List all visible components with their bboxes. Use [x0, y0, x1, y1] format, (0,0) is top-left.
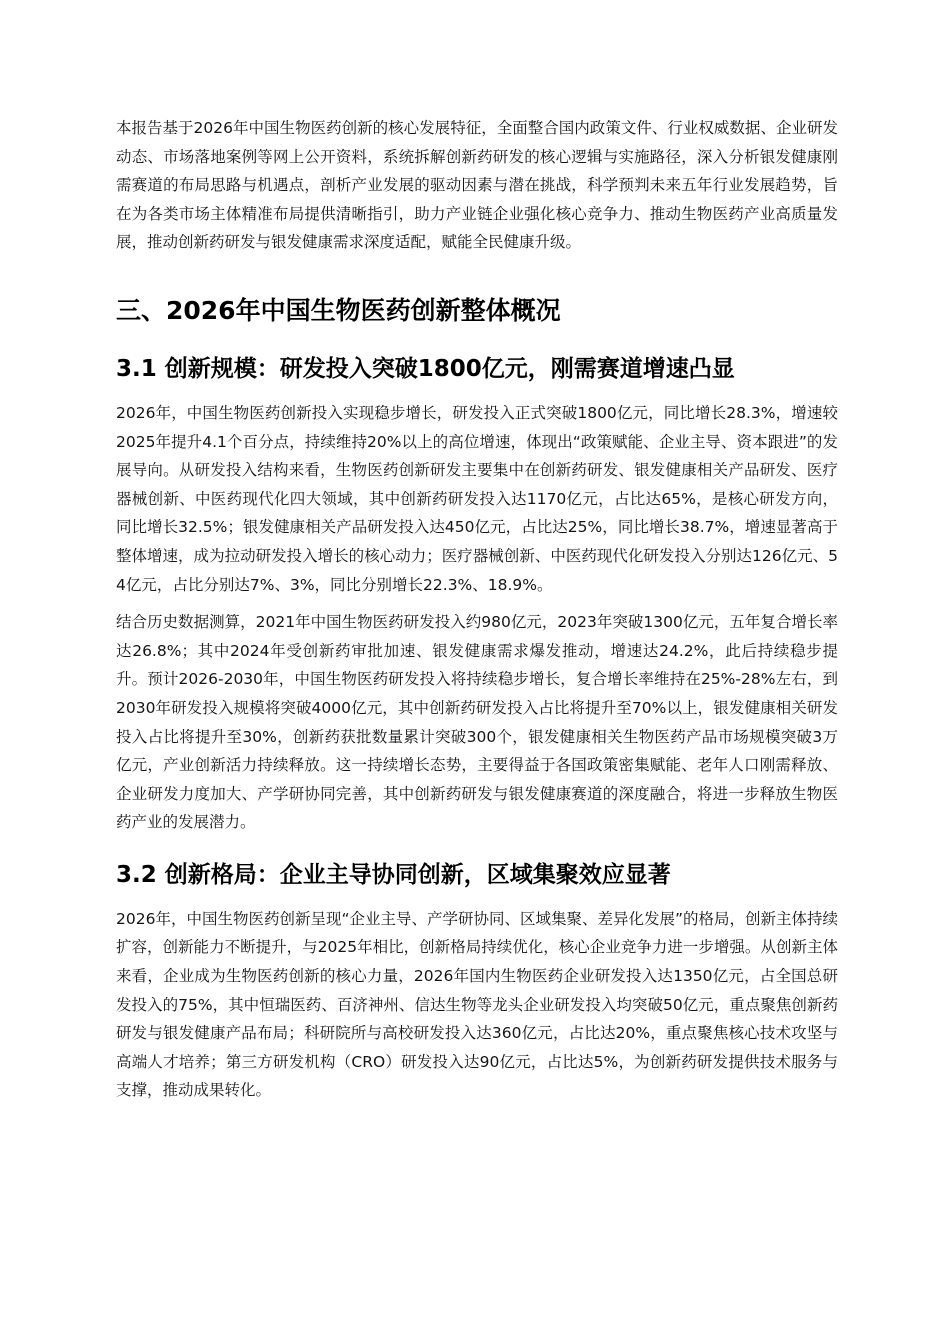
section-3-heading: 三、2026年中国生物医药创新整体概况 [116, 295, 561, 325]
intro-paragraph: 本报告基于2026年中国生物医药创新的核心发展特征，全面整合国内政策文件、行业权威数据、企业研发动态、市场落地案例等网上公开资料，系统拆解创新药研发的核心逻辑与实施路径，深入分析银发健康刚需赛道的布局思路与机遇点，剖析产业发展的驱动因素与潜在挑战，科学预判未来五年行业发展趋势，旨在为各类市场主体精准布局提供清晰指引，助力产业链企业强化核心竞争力、推动生物医药产业高质量发展，推动创新药研发与银发健康需求深度适配，赋能全民健康升级。 [116, 119, 838, 252]
section-3-1-heading: 3.1 创新规模：研发投入突破1800亿元，刚需赛道增速凸显 [116, 355, 735, 382]
section-3-1-paragraph-2: 结合历史数据测算，2021年中国生物医药研发投入约980亿元，2023年突破1300亿元，五年复合增长率达26.8%；其中2024年受创新药审批加速、银发健康需求爆发推动，增速达24.2%，此后持续稳步提升。预计2026-2030年，中国生物医药研发投入将持续稳步增长，复合增长率维持在25%-28%左右，到2030年研发投入规模将突破4000亿元，其中创新药研发投入占比将提升至70%以上，银发健康相关研发投入占比将提升至30%，创新药获批数量累计突破300个，银发健康相关生物医药产品市场规模突破3万亿元，产业创新活力持续释放。这一持续增长态势，主要得益于各国政策密集赋能、老年人口刚需释放、企业研发力度加大、产学研协同完善，其中创新药研发与银发健康赛道的深度融合，将进一步释放生物医药产业的发展潜力。 [116, 613, 838, 832]
section-3-1-paragraph-1: 2026年，中国生物医药创新投入实现稳步增长，研发投入正式突破1800亿元，同比增长28.3%，增速较2025年提升4.1个百分点，持续维持20%以上的高位增速，体现出“政策赋能、企业主导、资本跟进”的发展导向。从研发投入结构来看，生物医药创新研发主要集中在创新药研发、银发健康相关产品研发、医疗器械创新、中医药现代化四大领域，其中创新药研发投入达1170亿元，占比达65%，是核心研发方向，同比增长32.5%；银发健康相关产品研发投入达450亿元，占比达25%，同比增长38.7%，增速显著高于整体增速，成为拉动研发投入增长的核心动力；医疗器械创新、中医药现代化研发投入分别达126亿元、54亿元，占比分别达7%、3%，同比分别增长22.3%、18.9%。 [116, 403, 838, 594]
section-3-2-heading: 3.2 创新格局：企业主导协同创新，区域集聚效应显著 [116, 861, 671, 888]
document-page [116, 114, 838, 1105]
section-3-2-paragraph-1: 2026年，中国生物医药创新呈现“企业主导、产学研协同、区域集聚、差异化发展”的格局，创新主体持续扩容，创新能力不断提升，与2025年相比，创新格局持续优化，核心企业竞争力进一步增强。从创新主体来看，企业成为生物医药创新的核心力量，2026年国内生物医药企业研发投入达1350亿元，占全国总研发投入的75%，其中恒瑞医药、百济神州、信达生物等龙头企业研发投入均突破50亿元，重点聚焦创新药研发与银发健康产品布局；科研院所与高校研发投入达360亿元，占比达20%，重点聚焦核心技术攻坚与高端人才培养；第三方研发机构（CRO）研发投入达90亿元，占比达5%，为创新药研发提供技术服务与支撑，推动成果转化。 [116, 909, 839, 1100]
